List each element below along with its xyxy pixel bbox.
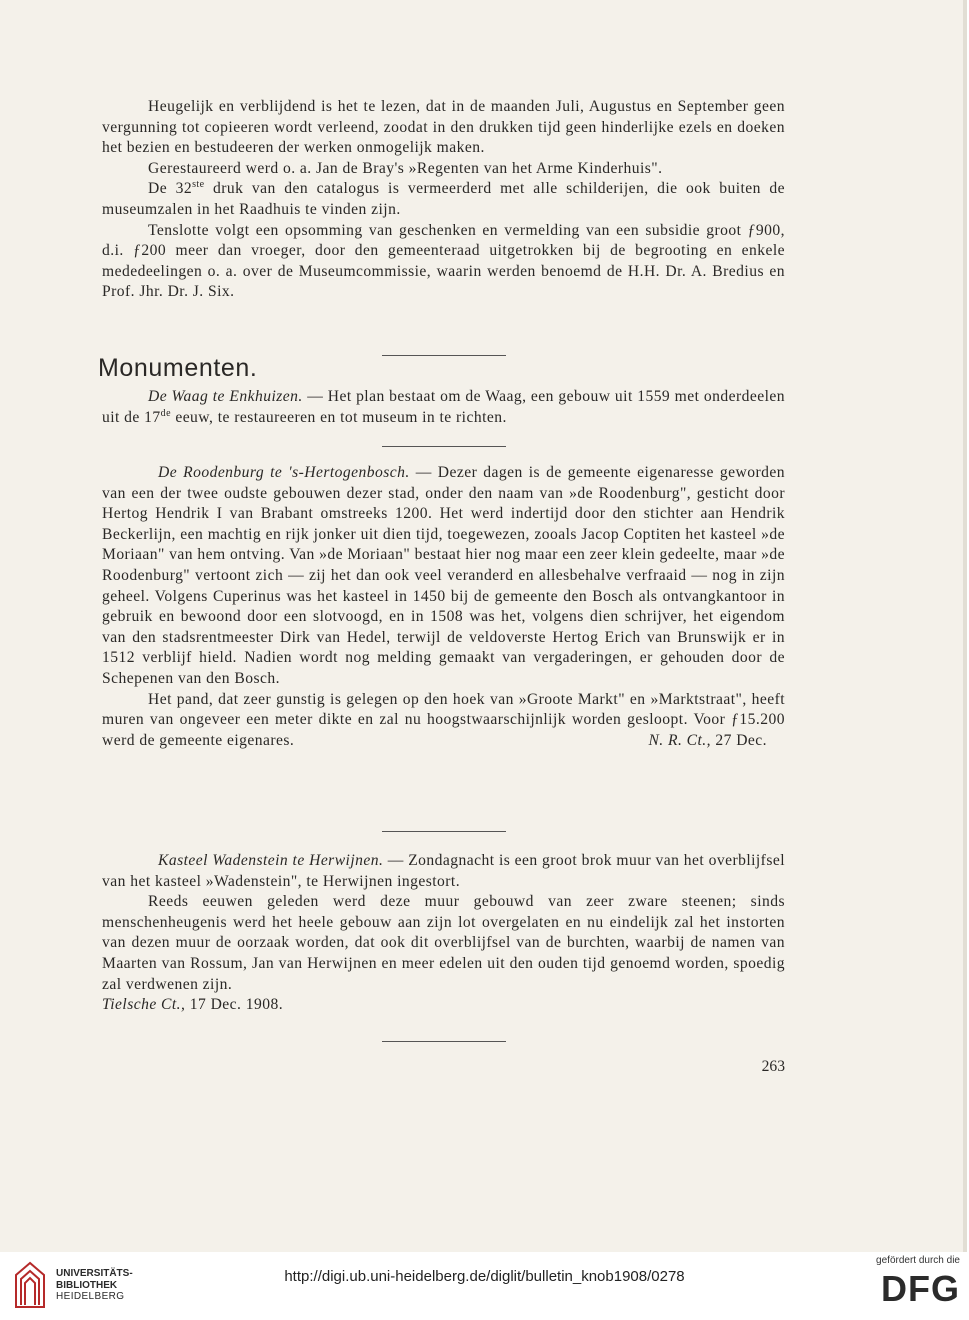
article-divider — [382, 831, 506, 832]
library-name-line1: UNIVERSITÄTS- — [56, 1268, 133, 1279]
article-divider — [382, 1041, 506, 1042]
library-name-line2: BIBLIOTHEK — [56, 1279, 118, 1291]
paragraph-wadenstein-collapse: Kasteel Wadenstein te Herwijnen. — Zondagnacht is een groot brok muur van het overblijfsel van het kasteel »Wadenstein", te Herwijnen ingestort. — [102, 852, 785, 890]
article-title-waag: De Waag te Enkhuizen. — [148, 388, 303, 405]
paragraph-roodenburg-sale: Het pand, dat zeer gunstig is gelegen op den hoek van »Groote Markt" en »Marktstraat", heeft muren van ongeveer een meter dikte en zal nu hoogstwaarschijnlijk worden gesloopt. Voor ƒ15.200 werd de gemeente eigenares. N. R. Ct., 27 Dec. — [102, 690, 785, 752]
section-heading: Monumenten. — [98, 354, 258, 382]
funder-logo — [856, 1255, 960, 1315]
paragraph-wadenstein-history: Reeds eeuwen geleden werd deze muur gebouwd van zeer zware steenen; sinds menschenheugenis werd het heele gebouw aan zijn lot overgelaten en nu eindelijk zal het instorten van dezen muur de oorzaak worden, dat ook dit overblijfsel van de burchten, waarbij de namen van Maarten van Rossum, Jan van Herwijnen en meer edelen uit den ouden tijd genoemd worden, spoedig zal verdwenen zijn. — [102, 893, 785, 993]
funder-caption: gefördert durch die — [876, 1255, 960, 1266]
paragraph-waag: De Waag te Enkhuizen. — Het plan bestaat om de Waag, een gebouw uit 1559 met onderdeelen uit de 17de eeuw, te restaureeren en tot museum in te richten. — [102, 388, 785, 426]
article-divider — [382, 446, 506, 447]
roodenburg-article — [102, 463, 785, 751]
paragraph-restored: Gerestaureerd werd o. a. Jan de Bray's »Regenten van het Arme Kinderhuis". — [148, 159, 663, 177]
source-citation: N. R. Ct., 27 Dec. — [648, 731, 767, 749]
paragraph-catalogue: De 32ste druk van den catalogus is vermeerderd met alle schilderijen, die ook buiten de museumzalen in het Raadhuis te vinden zijn. — [102, 179, 785, 218]
waag-article — [102, 387, 785, 428]
museum-report-block — [102, 97, 785, 303]
library-name-line3: HEIDELBERG — [56, 1291, 125, 1302]
dfg-logo-text: DFG — [881, 1268, 960, 1309]
source-citation: Tielsche Ct., 17 Dec. 1908. — [102, 996, 284, 1014]
article-title-wadenstein: Kasteel Wadenstein te Herwijnen. — [158, 852, 384, 869]
paragraph-roodenburg-history: De Roodenburg te 's-Hertogenbosch. — Dezer dagen is de gemeente eigenaresse geworden van een der twee oudste gebouwen dezer stad, onder den naam van »de Roodenburg", gesticht door Hertog Hendrik I van Brabant omstreeks 1200. Het werd indertijd door den stichter aan Hendrik Beckerlijn, een machtig en rijk jonker uit dien tijd, toegewezen, zooals Jacop Coptiten het kasteel »de Moriaan" van hem ontving. Van »de Moriaan" bestaat hier nog maar een zeer klein gedeelte, maar »de Roodenburg" vertoont zich — zij het dan ook veel veranderd en allesbehalve verfraaid — nog in zijn geheel. Volgens Cuperinus was het kasteel in 1450 bij de gemeente den Bosch als ontvangkantoor in gebruik en bewoond door een slotvoogd, en in 1508 was het, volgens dien schrijver, het eigendom van den stadsrentmeester Dirk van Hedel, terwijl de veldoverste Hertog Erich van Brunswijk er in 1512 verblijf hield. Nadien wordt nog melding gemaakt van vergaderingen, er gehouden door de Schepenen van den Bosch. — [102, 464, 785, 687]
page-number: 263 — [761, 1058, 785, 1075]
paragraph-copying: Heugelijk en verblijdend is het te lezen, dat in de maanden Juli, Augustus en September geen vergunning tot copieeren wordt verleend, zoodat in den drukken tijd geen hinderlijke ezels en doeken het bezien en bestudeeren der werken onmogelijk maken. — [102, 98, 785, 157]
permalink-url[interactable]: http://digi.ub.uni-heidelberg.de/diglit/bulletin_knob1908/0278 — [284, 1268, 685, 1285]
paragraph-gifts: Tenslotte volgt een opsomming van geschenken en vermelding van een subsidie groot ƒ900, d.i. ƒ200 meer dan vroeger, door den gemeenteraad uitgetrokken bij de begrooting en enkele mededeelingen o. a. over de Museumcommissie, waarin werden benoemd de H.H. Dr. A. Bredius en Prof. Jhr. Dr. J. Six. — [102, 221, 785, 301]
article-title-roodenburg: De Roodenburg te 's-Hertogenbosch. — [158, 464, 410, 481]
section-divider — [382, 355, 506, 356]
wadenstein-article — [102, 851, 785, 1016]
